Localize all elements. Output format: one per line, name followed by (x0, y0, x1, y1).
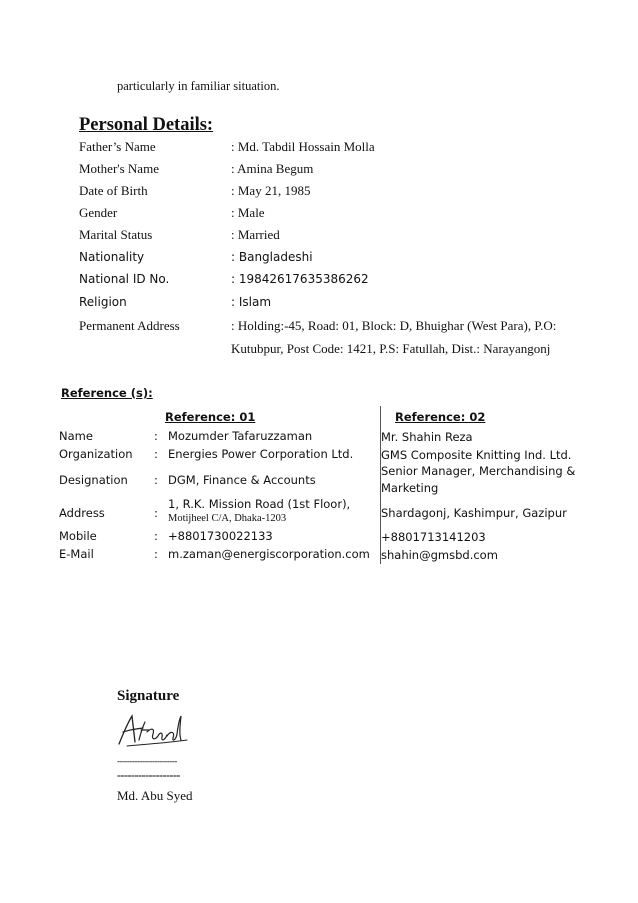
fathers-name-label: Father’s Name (79, 139, 156, 154)
ref2-mobile-value: +8801713141203 (381, 530, 486, 544)
gender-value: : Male (231, 205, 265, 220)
ref1-name-value: Mozumder Tafaruzzaman (168, 429, 313, 443)
nationality-value: : Bangladeshi (231, 250, 313, 264)
ref-address-colon: : (154, 506, 158, 520)
ref2-address-value: Shardagonj, Kashimpur, Gazipur (381, 506, 567, 520)
ref1-email-value: m.zaman@energiscorporation.com (168, 547, 370, 561)
ref-name-label: Name (59, 429, 93, 443)
ref1-designation-value: DGM, Finance & Accounts (168, 473, 316, 487)
ref-email-label: E-Mail (59, 547, 94, 561)
ref-name-colon: : (154, 429, 158, 443)
signature-line-large: ------------------ (117, 768, 180, 782)
mothers-name-value: : Amina Begum (231, 161, 314, 176)
ref1-address-value-line1: 1, R.K. Mission Road (1st Floor), (168, 497, 351, 511)
ref-mobile-label: Mobile (59, 529, 97, 543)
ref2-name-value: Mr. Shahin Reza (381, 430, 473, 444)
ref-address-label: Address (59, 506, 105, 520)
national-id-value: : 19842617635386262 (231, 272, 369, 286)
date-of-birth-label: Date of Birth (79, 183, 148, 198)
intro-text: particularly in familiar situation. (117, 79, 280, 93)
permanent-address-label: Permanent Address (79, 318, 180, 333)
handwritten-signature (117, 710, 189, 750)
reference-01-heading: Reference: 01 (165, 410, 256, 424)
marital-status-label: Marital Status (79, 227, 153, 242)
religion-label: Religion (79, 295, 127, 309)
ref-designation-colon: : (154, 473, 158, 487)
ref1-mobile-value: +8801730022133 (168, 529, 273, 543)
national-id-label: National ID No. (79, 272, 170, 286)
ref-organization-colon: : (154, 447, 158, 461)
ref1-address-value-line2: Motijheel C/A, Dhaka-1203 (168, 513, 287, 524)
gender-label: Gender (79, 205, 118, 220)
religion-value: : Islam (231, 295, 272, 309)
ref-email-colon: : (154, 547, 158, 561)
ref-organization-label: Organization (59, 447, 133, 461)
references-heading: Reference (s): (61, 386, 153, 400)
ref1-organization-value: Energies Power Corporation Ltd. (168, 447, 354, 461)
signatory-name: Md. Abu Syed (117, 788, 193, 803)
permanent-address-value-line2: Kutubpur, Post Code: 1421, P.S: Fatullah, Dist.: Narayangonj (231, 341, 551, 356)
personal-details-heading: Personal Details: (79, 115, 214, 135)
ref2-email-value: shahin@gmsbd.com (381, 548, 498, 562)
fathers-name-value: : Md. Tabdil Hossain Molla (231, 139, 375, 154)
date-of-birth-value: : May 21, 1985 (231, 183, 311, 198)
mothers-name-label: Mother's Name (79, 161, 159, 176)
permanent-address-value-line1: : Holding:-45, Road: 01, Block: D, Bhuighar (West Para), P.O: (231, 318, 557, 333)
ref-mobile-colon: : (154, 529, 158, 543)
marital-status-value: : Married (231, 227, 280, 242)
ref-designation-label: Designation (59, 473, 128, 487)
ref2-organization-value: GMS Composite Knitting Ind. Ltd. (381, 448, 572, 462)
nationality-label: Nationality (79, 250, 145, 264)
reference-02-heading: Reference: 02 (395, 410, 486, 424)
ref2-designation-value: Senior Manager, Merchandising & Marketing (381, 464, 576, 495)
signature-line-small: ------------------------ (117, 756, 177, 766)
signature-heading: Signature (117, 688, 180, 704)
